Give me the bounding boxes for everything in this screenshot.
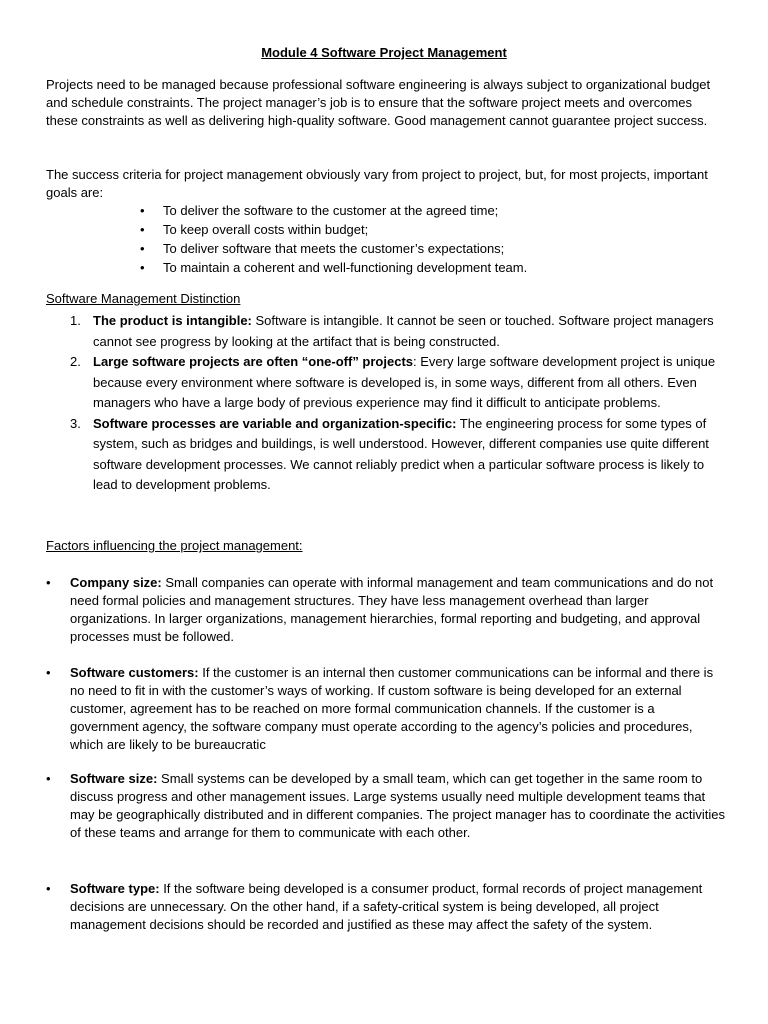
item-lead: Large software projects are often “one-off” projects bbox=[93, 354, 414, 369]
list-item: • To keep overall costs within budget; bbox=[137, 221, 697, 240]
item-text: Software is intangible. It cannot be seen or touched. Software project managers cannot see progress by looking at the artifact that is being constructed. bbox=[93, 313, 714, 349]
factor-text: Small companies can operate with informal management and team communications and do not need formal policies and management structures. They have less management overhead than larger organizations. In larger organizations, management hierarchies, formal reporting and budgeting, and approval processes must be followed. bbox=[70, 575, 714, 644]
factors-heading: Factors influencing the project management: bbox=[46, 538, 303, 553]
factor-text: If the software being developed is a consumer product, formal records of project management decisions are unnecessary. On the other hand, if a safety-critical system is being developed, all project management decisions should be recorded and justified as these may affect the safety of the system. bbox=[70, 881, 703, 932]
factor-lead: Software size: bbox=[70, 771, 158, 786]
item-number: 3. bbox=[70, 415, 81, 431]
distinction-heading: Software Management Distinction bbox=[46, 291, 241, 306]
list-item bbox=[70, 414, 726, 496]
goals-list bbox=[137, 202, 697, 278]
intro-paragraph: Projects need to be managed because professional software engineering is always subject to organizational budget and schedule constraints. The project manager’s job is to ensure that the software project meets and overcomes these constraints as well as delivering high-quality software. Good management cannot guarantee project success. bbox=[46, 77, 711, 128]
criteria-paragraph: The success criteria for project management obviously vary from project to project, but, for most projects, important goals are: bbox=[46, 167, 708, 200]
factor-lead: Software customers: bbox=[70, 665, 199, 680]
bullet-icon: • bbox=[46, 575, 51, 590]
item-lead: The product is intangible: bbox=[93, 313, 252, 328]
bullet-icon: • bbox=[46, 771, 51, 786]
factor-body bbox=[70, 880, 726, 934]
factor-text: Small systems can be developed by a small team, which can get together in the same room to discuss progress and other management issues. Large systems usually need multiple development teams that may be geographically distributed and in different companies. The project manager has to coordinate the activities of these teams and arrange for them to communicate with each other. bbox=[70, 771, 725, 840]
item-text: : Every large software development project is unique because every environment where software is developed is, in some ways, different from all others. Even managers who have a large body of previous experience may find it difficult to anticipate problems. bbox=[93, 354, 716, 410]
list-item: • To deliver software that meets the customer’s expectations; bbox=[137, 240, 697, 259]
factor-lead: Company size: bbox=[70, 575, 162, 590]
factor-body bbox=[70, 770, 726, 842]
bullet-icon: • bbox=[46, 665, 51, 680]
list-item: • To deliver the software to the customer at the agreed time; bbox=[137, 202, 697, 221]
list-item bbox=[70, 352, 726, 414]
item-number: 1. bbox=[70, 313, 81, 328]
factor-software-type bbox=[46, 880, 726, 934]
list-item: • To maintain a coherent and well-functioning development team. bbox=[137, 259, 697, 278]
factor-text: If the customer is an internal then customer communications can be informal and there is no need to fit in with the customer’s ways of working. If custom software is being developed for an external customer, agreement has to be reached on more formal communication channels. If the customer is a government agency, the software company must operate according to the agency’s policies and procedures, which are likely to be bureaucratic bbox=[70, 665, 714, 752]
factor-lead: Software type: bbox=[70, 881, 160, 896]
distinction-list bbox=[70, 311, 726, 496]
item-text: The engineering process for some types of system, such as bridges and buildings, is well understood. However, different companies use quite different software development processes. We cannot reliably predict when a particular software process is likely to lead to development problems. bbox=[93, 415, 709, 492]
factor-body bbox=[70, 664, 726, 754]
bullet-icon: • bbox=[46, 881, 51, 896]
item-number: 2. bbox=[70, 354, 81, 369]
factor-software-customers bbox=[46, 664, 726, 754]
factor-software-size bbox=[46, 770, 726, 842]
list-item bbox=[70, 311, 726, 352]
page-title: Module 4 Software Project Management bbox=[261, 45, 507, 60]
factor-body bbox=[70, 574, 726, 646]
factor-company-size bbox=[46, 574, 726, 646]
item-lead: Software processes are variable and organization-specific: bbox=[93, 415, 457, 431]
